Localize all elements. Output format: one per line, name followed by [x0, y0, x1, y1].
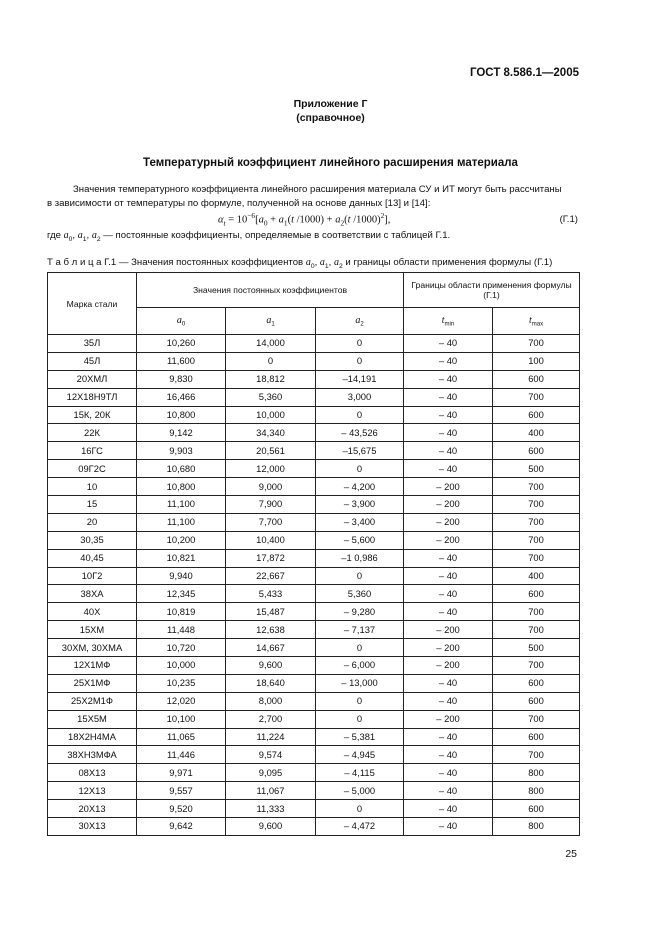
grade-cell: 35Л [48, 335, 137, 353]
a0-cell: 9,142 [137, 424, 226, 442]
tmin-cell: – 200 [404, 710, 493, 728]
a2-cell: – 5,000 [316, 782, 404, 800]
table-row [48, 800, 580, 818]
a1-cell: 17,872 [226, 549, 316, 567]
a1-cell: 0 [226, 352, 316, 370]
a2-cell: – 4,472 [316, 818, 404, 836]
table-row [48, 728, 580, 746]
tmin-cell: – 40 [404, 549, 493, 567]
a1-cell: 11,067 [226, 782, 316, 800]
a1-cell: 14,000 [226, 335, 316, 353]
tmin-cell: – 200 [404, 657, 493, 675]
a1-cell: 18,640 [226, 674, 316, 692]
tmax-cell: 600 [493, 406, 580, 424]
formula-number: (Г.1) [559, 214, 578, 225]
table-row [48, 406, 580, 424]
tmax-cell: 400 [493, 567, 580, 585]
a0-cell: 10,800 [137, 406, 226, 424]
a1-cell: 34,340 [226, 424, 316, 442]
table-row [48, 424, 580, 442]
table-row [48, 370, 580, 388]
tmin-cell: – 40 [404, 460, 493, 478]
tmin-cell: – 40 [404, 335, 493, 353]
tmax-cell: 600 [493, 800, 580, 818]
tmin-subscript: min [444, 321, 455, 328]
tmin-cell: – 200 [404, 496, 493, 514]
header-limits: Границы области применения формулы (Г.1) [404, 273, 580, 308]
a0-cell: 9,830 [137, 370, 226, 388]
a0-cell: 10,800 [137, 478, 226, 496]
table-row [48, 603, 580, 621]
tmin-cell: – 40 [404, 818, 493, 836]
table-row [48, 335, 580, 353]
where-line: где $a_0$, $a_1$, $a_2$ — постоянные коэффициенты, определяемые в соответствии с таблицей Г.1. [47, 230, 451, 243]
tmax-cell: 700 [493, 621, 580, 639]
a0-cell: 9,557 [137, 782, 226, 800]
header-a1: $a_1$ [226, 308, 316, 335]
tmin-cell: – 40 [404, 764, 493, 782]
tmin-cell: – 40 [404, 692, 493, 710]
table-row [48, 639, 580, 657]
grade-cell: 16ГС [48, 442, 137, 460]
intro-line-1: Значения температурного коэффициента линейного расширения материала СУ и ИТ могут быть рассчитаны [73, 184, 562, 195]
tmin-cell: – 40 [404, 352, 493, 370]
grade-cell: 15К, 20К [48, 406, 137, 424]
grade-cell: 12Х1МФ [48, 657, 137, 675]
grade-cell: 22К [48, 424, 137, 442]
grade-cell: 45Л [48, 352, 137, 370]
a0-cell: 9,940 [137, 567, 226, 585]
grade-cell: 20ХМЛ [48, 370, 137, 388]
tmax-cell: 700 [493, 549, 580, 567]
a0-cell: 11,448 [137, 621, 226, 639]
a1-cell: 7,700 [226, 513, 316, 531]
tmax-cell: 600 [493, 585, 580, 603]
caption-number: Г.1 — Значения постоянных коэффициентов [101, 257, 306, 268]
header-grade: Марка стали [48, 273, 137, 335]
grade-cell: 40Х [48, 603, 137, 621]
table-row [48, 388, 580, 406]
table-row [48, 674, 580, 692]
grade-cell: 38ХА [48, 585, 137, 603]
tmax-cell: 700 [493, 603, 580, 621]
a1-cell: 9,600 [226, 818, 316, 836]
a2-cell: – 4,200 [316, 478, 404, 496]
table-row [48, 621, 580, 639]
grade-cell: 15ХМ [48, 621, 137, 639]
tmin-cell: – 40 [404, 603, 493, 621]
tmin-cell: – 200 [404, 531, 493, 549]
tmin-cell: – 200 [404, 639, 493, 657]
tmax-cell: 700 [493, 496, 580, 514]
where-suffix: — постоянные коэффициенты, определяемые в соответствии с таблицей Г.1. [100, 230, 451, 241]
a1-cell: 9,000 [226, 478, 316, 496]
a1-cell: 12,000 [226, 460, 316, 478]
grade-cell: 20Х13 [48, 800, 137, 818]
a2-cell: 0 [316, 335, 404, 353]
table-row [48, 764, 580, 782]
tmax-cell: 600 [493, 692, 580, 710]
a1-cell: 5,360 [226, 388, 316, 406]
a0-cell: 10,680 [137, 460, 226, 478]
tmax-cell: 700 [493, 478, 580, 496]
header-constants: Значения постоянных коэффициентов [137, 273, 404, 308]
a0-cell: 9,642 [137, 818, 226, 836]
a2-cell: 0 [316, 460, 404, 478]
tmax-cell: 500 [493, 639, 580, 657]
tmax-cell: 800 [493, 764, 580, 782]
header-tmax: $t_{max}$ [493, 308, 580, 335]
table-row [48, 531, 580, 549]
a1-cell: 14,667 [226, 639, 316, 657]
table-row [48, 496, 580, 514]
a0-cell: 9,971 [137, 764, 226, 782]
a1-cell: 12,638 [226, 621, 316, 639]
a0-cell: 11,065 [137, 728, 226, 746]
a0-cell: 10,819 [137, 603, 226, 621]
tmin-cell: – 200 [404, 621, 493, 639]
tmax-cell: 700 [493, 746, 580, 764]
a2-cell: – 4,945 [316, 746, 404, 764]
tmax-cell: 700 [493, 388, 580, 406]
tmax-cell: 600 [493, 370, 580, 388]
table-row [48, 818, 580, 836]
coefficients-table [47, 272, 580, 836]
a0-cell: 10,000 [137, 657, 226, 675]
a2-cell: – 4,115 [316, 764, 404, 782]
a2-cell: –1 0,986 [316, 549, 404, 567]
tmin-cell: – 200 [404, 478, 493, 496]
grade-cell: 10 [48, 478, 137, 496]
a1-cell: 10,400 [226, 531, 316, 549]
grade-cell: 30,35 [48, 531, 137, 549]
grade-cell: 12Х18Н9ТЛ [48, 388, 137, 406]
appendix-title: Приложение Г [293, 98, 368, 110]
table-row [48, 352, 580, 370]
a1-cell: 9,095 [226, 764, 316, 782]
table-row [48, 549, 580, 567]
tmax-cell: 700 [493, 335, 580, 353]
grade-cell: 38ХН3МФА [48, 746, 137, 764]
page-number: 25 [565, 848, 577, 860]
a1-cell: 22,667 [226, 567, 316, 585]
grade-cell: 20 [48, 513, 137, 531]
a1-cell: 10,000 [226, 406, 316, 424]
a0-cell: 10,100 [137, 710, 226, 728]
table-row [48, 585, 580, 603]
section-title: Температурный коэффициент линейного расширения материала [143, 157, 518, 169]
a2-cell: 5,360 [316, 585, 404, 603]
grade-cell: 10Г2 [48, 567, 137, 585]
table-row [48, 710, 580, 728]
a2-cell: 0 [316, 800, 404, 818]
grade-cell: 30ХМ, 30ХМА [48, 639, 137, 657]
table-caption: Т а б л и ц а Г.1 — Значения постоянных коэффициентов $a_0$, $a_1$, $a_2$ и границы области применения формулы (Г.1) [47, 257, 553, 270]
tmin-cell: – 40 [404, 370, 493, 388]
table-row [48, 746, 580, 764]
tmax-cell: 700 [493, 710, 580, 728]
tmax-cell: 700 [493, 513, 580, 531]
a2-cell: – 43,526 [316, 424, 404, 442]
a2-cell: – 5,381 [316, 728, 404, 746]
a0-cell: 11,100 [137, 513, 226, 531]
a1-cell: 9,574 [226, 746, 316, 764]
a0-cell: 10,720 [137, 639, 226, 657]
formula: $\alpha_t = 10^{-6}[a_0 + a_1(t$ $/1000) + a_2(t$ /1000)$^2$], [218, 211, 391, 228]
grade-cell: 25Х1МФ [48, 674, 137, 692]
tmin-cell: – 40 [404, 782, 493, 800]
table-row [48, 567, 580, 585]
table-row [48, 460, 580, 478]
a1-cell: 8,000 [226, 692, 316, 710]
a2-cell: – 9,280 [316, 603, 404, 621]
a1-cell: 20,561 [226, 442, 316, 460]
tmin-cell: – 40 [404, 406, 493, 424]
tmax-cell: 400 [493, 424, 580, 442]
a0-cell: 11,446 [137, 746, 226, 764]
table-row [48, 513, 580, 531]
tmax-cell: 600 [493, 728, 580, 746]
tmax-subscript: max [531, 321, 544, 328]
tmin-cell: – 40 [404, 388, 493, 406]
document-code: ГОСТ 8.586.1—2005 [469, 67, 579, 79]
a2-cell: – 13,000 [316, 674, 404, 692]
tmax-cell: 800 [493, 818, 580, 836]
a2-cell: 0 [316, 406, 404, 424]
a1-cell: 11,224 [226, 728, 316, 746]
tmax-cell: 500 [493, 460, 580, 478]
grade-cell: 30Х13 [48, 818, 137, 836]
a0-cell: 10,200 [137, 531, 226, 549]
tmin-cell: – 40 [404, 442, 493, 460]
a2-cell: 0 [316, 710, 404, 728]
a2-cell: – 3,400 [316, 513, 404, 531]
grade-cell: 12Х13 [48, 782, 137, 800]
tmax-cell: 600 [493, 442, 580, 460]
grade-cell: 08Х13 [48, 764, 137, 782]
caption-suffix: и границы области применения формулы (Г.1) [342, 257, 553, 268]
table-row [48, 442, 580, 460]
grade-cell: 40,45 [48, 549, 137, 567]
tmin-cell: – 40 [404, 674, 493, 692]
a0-cell: 12,345 [137, 585, 226, 603]
intro-line-2: в зависимости от температуры по формуле, полученной на основе данных [13] и [14]: [47, 198, 431, 209]
a2-cell: – 3,900 [316, 496, 404, 514]
a0-cell: 16,466 [137, 388, 226, 406]
tmax-cell: 100 [493, 352, 580, 370]
header-a0: $a_0$ [137, 308, 226, 335]
appendix-subtitle: (справочное) [296, 112, 365, 124]
grade-cell: 18Х2Н4МА [48, 728, 137, 746]
table-row [48, 782, 580, 800]
a0-cell: 10,260 [137, 335, 226, 353]
a0-cell: 10,235 [137, 674, 226, 692]
a2-cell: –15,675 [316, 442, 404, 460]
tmax-cell: 700 [493, 657, 580, 675]
table-row [48, 478, 580, 496]
a2-cell: 0 [316, 352, 404, 370]
a0-cell: 11,100 [137, 496, 226, 514]
a0-cell: 11,600 [137, 352, 226, 370]
a0-cell: 12,020 [137, 692, 226, 710]
a1-cell: 18,812 [226, 370, 316, 388]
caption-prefix: Т а б л и ц а [47, 257, 102, 268]
tmin-cell: – 40 [404, 800, 493, 818]
a1-cell: 15,487 [226, 603, 316, 621]
a2-cell: – 6,000 [316, 657, 404, 675]
header-tmin: $t_{min}$ [404, 308, 493, 335]
tmax-cell: 800 [493, 782, 580, 800]
a1-cell: 2,700 [226, 710, 316, 728]
grade-cell: 15 [48, 496, 137, 514]
a2-cell: 0 [316, 639, 404, 657]
a0-cell: 9,903 [137, 442, 226, 460]
a1-cell: 9,600 [226, 657, 316, 675]
table-row [48, 657, 580, 675]
grade-cell: 25Х2М1Ф [48, 692, 137, 710]
a2-cell: – 5,600 [316, 531, 404, 549]
a0-cell: 10,821 [137, 549, 226, 567]
a2-cell: 0 [316, 692, 404, 710]
tmax-cell: 600 [493, 674, 580, 692]
a2-cell: –14,191 [316, 370, 404, 388]
tmin-cell: – 40 [404, 567, 493, 585]
a2-cell: – 7,137 [316, 621, 404, 639]
tmin-cell: – 40 [404, 746, 493, 764]
a1-cell: 11,333 [226, 800, 316, 818]
header-a2: $a_2$ [316, 308, 404, 335]
tmin-cell: – 40 [404, 728, 493, 746]
a2-cell: 0 [316, 567, 404, 585]
grade-cell: 09Г2С [48, 460, 137, 478]
tmax-cell: 700 [493, 531, 580, 549]
a1-cell: 5,433 [226, 585, 316, 603]
a1-cell: 7,900 [226, 496, 316, 514]
grade-cell: 15Х5М [48, 710, 137, 728]
table-body [48, 335, 580, 836]
a2-cell: 3,000 [316, 388, 404, 406]
a0-cell: 9,520 [137, 800, 226, 818]
tmin-cell: – 200 [404, 513, 493, 531]
table-row [48, 692, 580, 710]
tmin-cell: – 40 [404, 424, 493, 442]
tmin-cell: – 40 [404, 585, 493, 603]
